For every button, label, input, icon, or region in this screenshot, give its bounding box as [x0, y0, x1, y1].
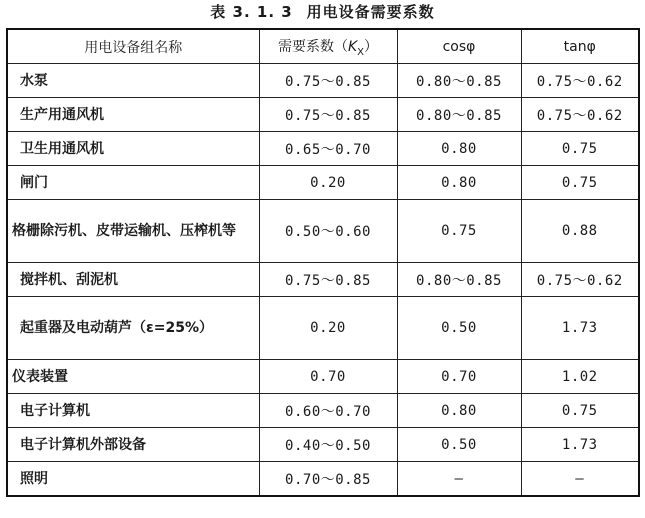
- table-row: [7, 360, 639, 394]
- tan-cell: 0.75: [521, 166, 639, 200]
- cos-cell: 0.80: [397, 394, 521, 428]
- kx-symbol: K: [347, 38, 358, 55]
- table-row: [7, 166, 639, 200]
- cos-cell: 0.70: [397, 360, 521, 394]
- table-row: [7, 394, 639, 428]
- kx-cell: 0.75～0.85: [259, 263, 397, 297]
- cos-cell: 0.80～0.85: [397, 98, 521, 132]
- kx-cell: 0.60～0.70: [259, 394, 397, 428]
- kx-cell: 0.75～0.85: [259, 98, 397, 132]
- equipment-name-cell: 卫生用通风机: [7, 132, 259, 166]
- equipment-name-cell: 电子计算机外部设备: [7, 428, 259, 462]
- equipment-name-cell: 搅拌机、刮泥机: [7, 263, 259, 297]
- table-row: [7, 428, 639, 462]
- table-header-row: [7, 29, 639, 64]
- table-row: [7, 263, 639, 297]
- kx-cell: 0.40～0.50: [259, 428, 397, 462]
- equipment-name-cell: 生产用通风机: [7, 98, 259, 132]
- equipment-name-cell: 照明: [7, 462, 259, 497]
- header-equipment-name: 用电设备组名称: [7, 29, 259, 64]
- header-demand-coefficient: [259, 29, 397, 64]
- table-title: 用电设备需要系数: [306, 3, 435, 21]
- equipment-name-cell: 起重器及电动葫芦（ε=25%）: [7, 297, 259, 360]
- table-row: [7, 200, 639, 263]
- table-row: [7, 462, 639, 497]
- header-kx-symbol: [347, 38, 365, 58]
- tan-cell: 0.75～0.62: [521, 263, 639, 297]
- kx-cell: 0.20: [259, 297, 397, 360]
- header-kx-prefix: 需要系数（: [277, 38, 348, 55]
- tan-cell: 1.73: [521, 297, 639, 360]
- table-caption: [0, 2, 645, 22]
- kx-cell: 0.20: [259, 166, 397, 200]
- equipment-name-cell: 电子计算机: [7, 394, 259, 428]
- header-cos-phi: cosφ: [397, 29, 521, 64]
- cos-cell: 0.75: [397, 200, 521, 263]
- tan-cell: 0.75～0.62: [521, 64, 639, 98]
- table-row: [7, 64, 639, 98]
- table-row: [7, 98, 639, 132]
- equipment-name-cell: 仪表装置: [7, 360, 259, 394]
- kx-cell: 0.75～0.85: [259, 64, 397, 98]
- table-number: 表 3. 1. 3: [210, 3, 293, 21]
- cos-cell: 0.80～0.85: [397, 64, 521, 98]
- tan-cell: 1.02: [521, 360, 639, 394]
- table-row: [7, 132, 639, 166]
- kx-cell: 0.65～0.70: [259, 132, 397, 166]
- cos-cell: 0.50: [397, 428, 521, 462]
- cos-cell: —: [397, 462, 521, 497]
- tan-cell: —: [521, 462, 639, 497]
- kx-cell: 0.50～0.60: [259, 200, 397, 263]
- cos-cell: 0.80～0.85: [397, 263, 521, 297]
- kx-subscript: X: [357, 46, 365, 58]
- equipment-name-cell: 闸门: [7, 166, 259, 200]
- cos-cell: 0.80: [397, 132, 521, 166]
- cos-cell: 0.80: [397, 166, 521, 200]
- demand-coefficient-table: [6, 28, 640, 497]
- tan-cell: 0.75～0.62: [521, 98, 639, 132]
- header-kx-suffix: ）: [364, 38, 379, 55]
- tan-cell: 0.88: [521, 200, 639, 263]
- header-tan-phi: tanφ: [521, 29, 639, 64]
- table-row: [7, 297, 639, 360]
- cos-cell: 0.50: [397, 297, 521, 360]
- equipment-name-cell: 格栅除污机、皮带运输机、压榨机等: [7, 200, 259, 263]
- tan-cell: 1.73: [521, 428, 639, 462]
- equipment-name-cell: 水泵: [7, 64, 259, 98]
- tan-cell: 0.75: [521, 132, 639, 166]
- kx-cell: 0.70～0.85: [259, 462, 397, 497]
- tan-cell: 0.75: [521, 394, 639, 428]
- kx-cell: 0.70: [259, 360, 397, 394]
